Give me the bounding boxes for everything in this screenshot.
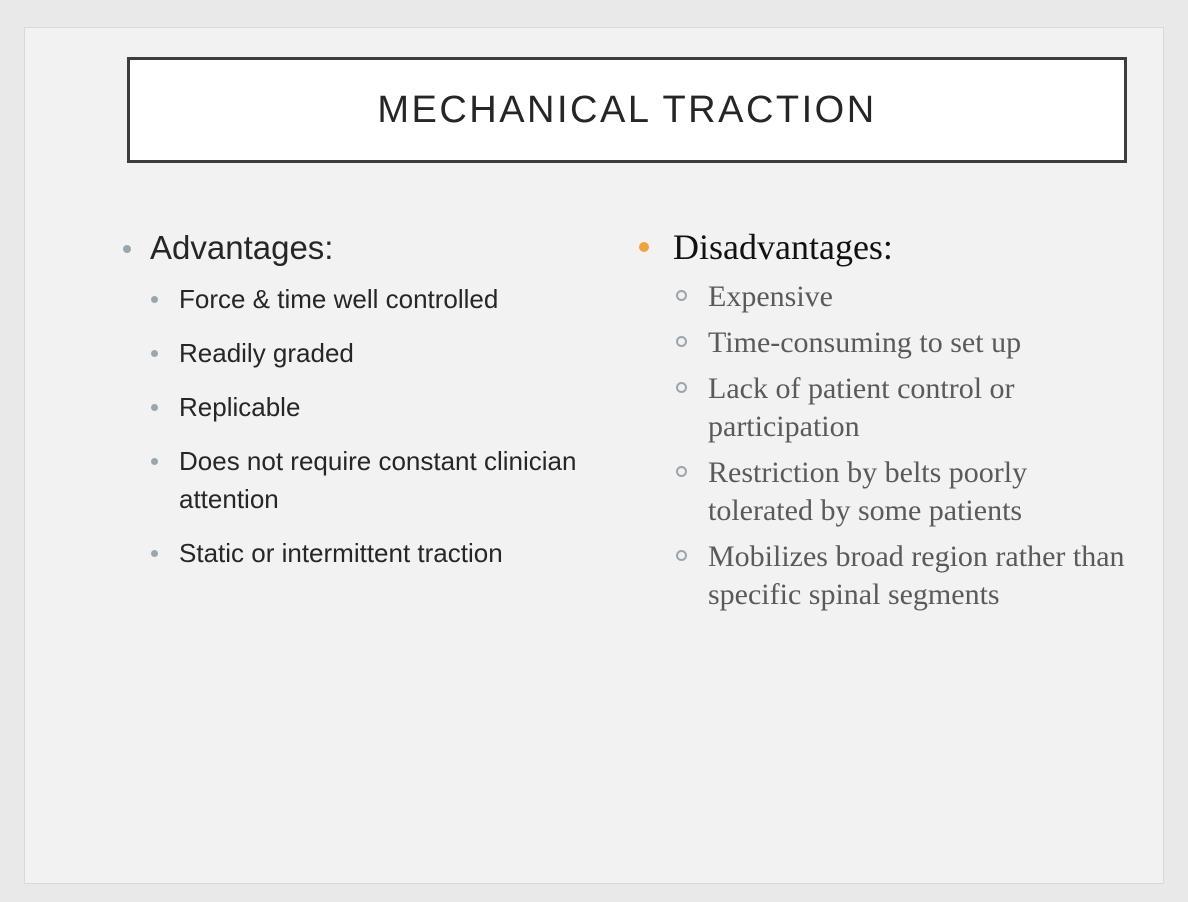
slide xyxy=(24,27,1164,884)
list-item xyxy=(639,538,1139,614)
list-item xyxy=(121,280,641,318)
disadvantages-heading-row xyxy=(639,224,1139,270)
list-item-text: Does not require constant clinician attention xyxy=(179,446,577,514)
list-item-text: Static or intermittent traction xyxy=(179,538,503,568)
list-item xyxy=(121,388,641,426)
list-item-text: Lack of patient control or participation xyxy=(708,372,1015,443)
list-item-text: Readily graded xyxy=(179,338,354,368)
list-item-text: Time-consuming to set up xyxy=(708,326,1022,359)
disadvantages-column xyxy=(639,224,1139,622)
list-item xyxy=(121,534,641,572)
list-item xyxy=(639,370,1139,446)
list-item-text: Replicable xyxy=(179,392,301,422)
list-item xyxy=(121,442,641,518)
list-item xyxy=(639,454,1139,530)
list-item-text: Mobilizes broad region rather than specific spinal segments xyxy=(708,540,1125,611)
ring-bullet-icon xyxy=(676,466,687,477)
bullet-dot-icon xyxy=(639,242,649,252)
disadvantages-heading: Disadvantages: xyxy=(673,227,893,267)
ring-bullet-icon xyxy=(676,382,687,393)
title-box xyxy=(127,57,1127,163)
bullet-dot-icon xyxy=(151,296,158,303)
advantages-heading: Advantages: xyxy=(150,229,334,266)
list-item xyxy=(639,324,1139,362)
bullet-dot-icon xyxy=(151,458,158,465)
bullet-dot-icon xyxy=(151,550,158,557)
advantages-heading-row xyxy=(121,226,641,270)
ring-bullet-icon xyxy=(676,290,687,301)
list-item-text: Expensive xyxy=(708,280,833,313)
bullet-dot-icon xyxy=(123,245,131,253)
disadvantages-list xyxy=(639,278,1139,614)
list-item xyxy=(639,278,1139,316)
list-item xyxy=(121,334,641,372)
bullet-dot-icon xyxy=(151,404,158,411)
slide-title: MECHANICAL TRACTION xyxy=(377,88,877,131)
ring-bullet-icon xyxy=(676,550,687,561)
list-item-text: Restriction by belts poorly tolerated by some patients xyxy=(708,456,1028,527)
bullet-dot-icon xyxy=(151,350,158,357)
advantages-list xyxy=(121,280,641,572)
advantages-column xyxy=(121,226,641,588)
ring-bullet-icon xyxy=(676,336,687,347)
list-item-text: Force & time well controlled xyxy=(179,284,499,314)
